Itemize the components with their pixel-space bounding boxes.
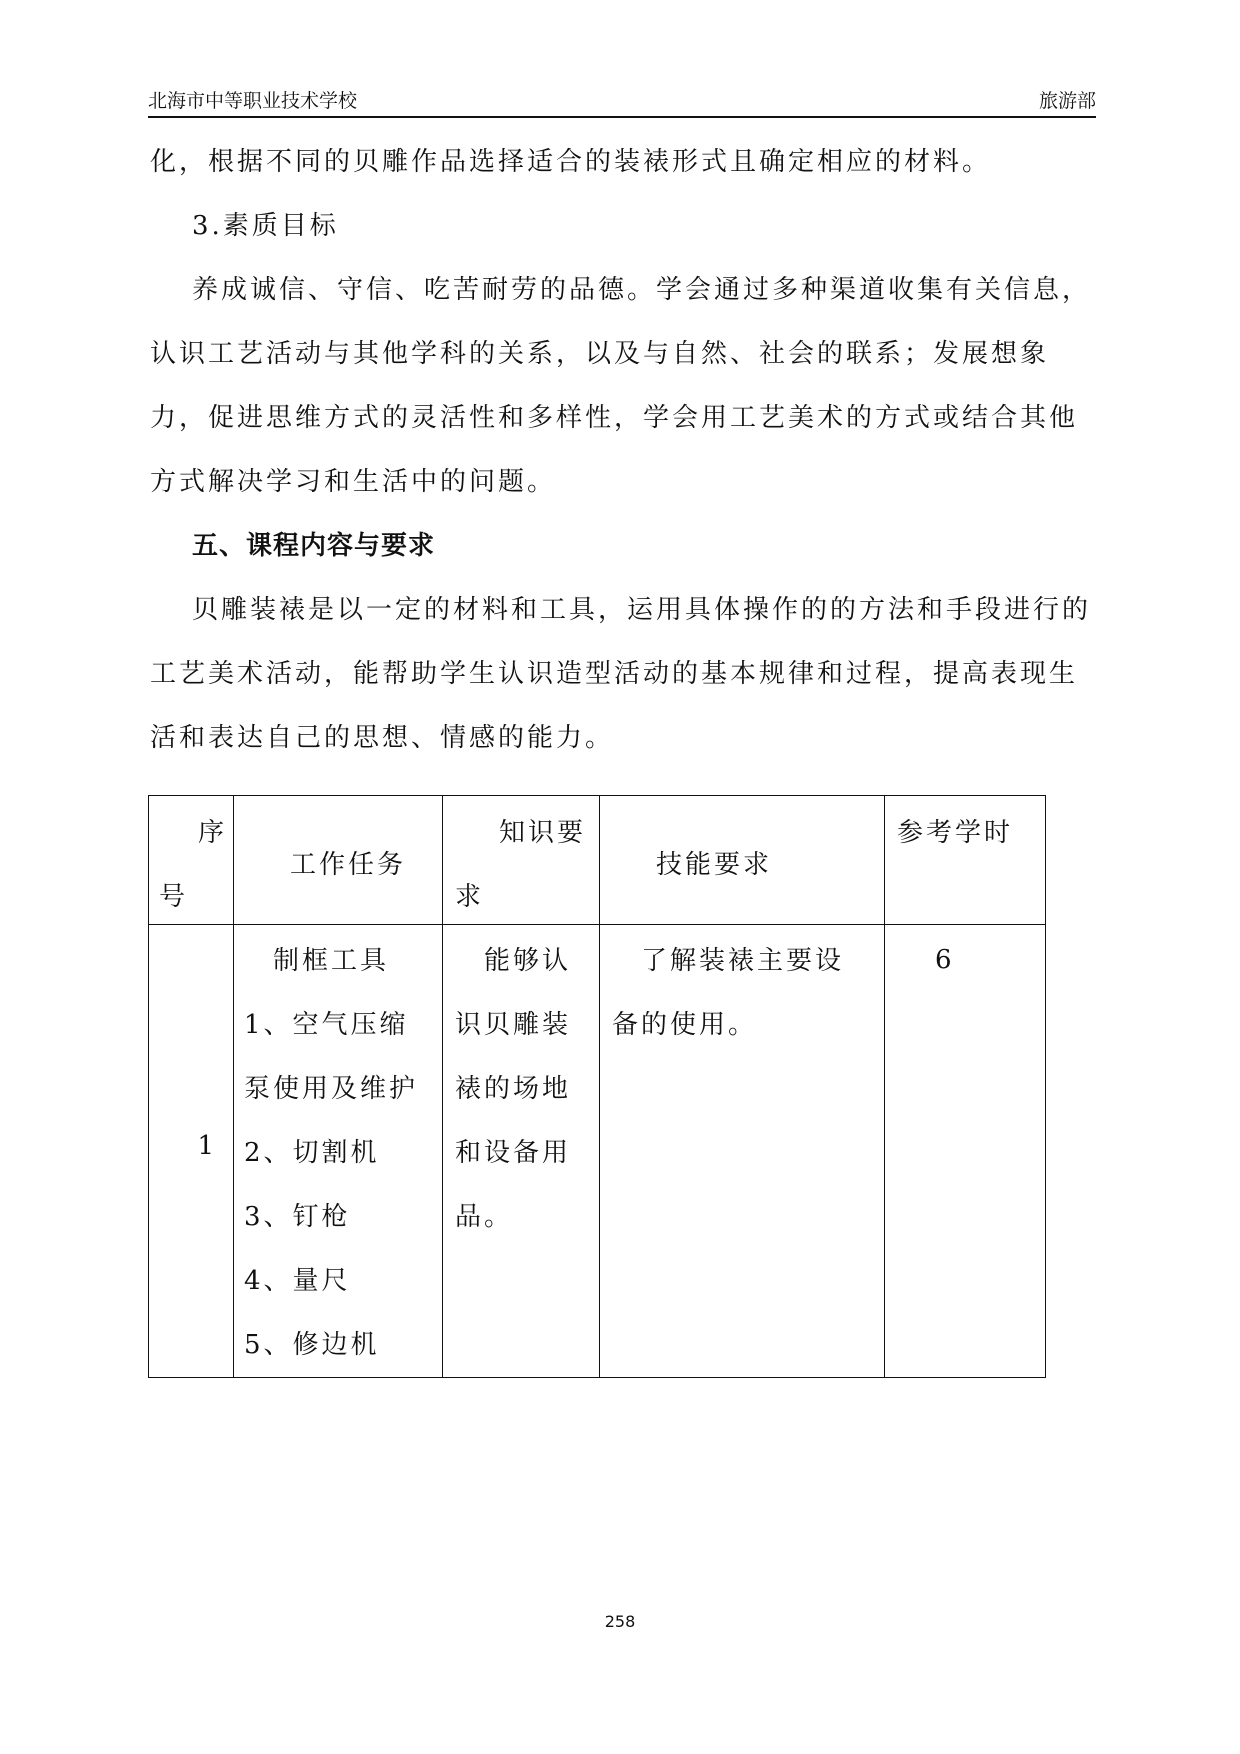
page-number: 258 bbox=[604, 1612, 636, 1631]
header-hours bbox=[885, 796, 1046, 925]
task-line: 4、量尺 bbox=[244, 1266, 351, 1296]
knowledge-line: 识贝雕装 bbox=[455, 1010, 572, 1040]
page-header bbox=[148, 84, 1096, 118]
header-knowledge bbox=[443, 796, 600, 925]
header-knowledge-top: 知识要 bbox=[499, 818, 587, 848]
table-row bbox=[149, 925, 1046, 1378]
section-title: 五、课程内容与要求 bbox=[192, 531, 436, 561]
knowledge-line: 能够认 bbox=[455, 946, 572, 976]
skill-line: 备的使用。 bbox=[612, 1010, 758, 1040]
task-line: 3、钉枪 bbox=[244, 1202, 351, 1232]
header-task-label: 工作任务 bbox=[290, 850, 407, 880]
header-hours-label: 参考学时 bbox=[897, 818, 1014, 848]
header-task bbox=[234, 796, 443, 925]
task-line: 泵使用及维护 bbox=[244, 1074, 419, 1104]
knowledge-line: 裱的场地 bbox=[455, 1074, 572, 1104]
school-name: 北海市中等职业技术学校 bbox=[148, 90, 358, 112]
task-line: 5、修边机 bbox=[244, 1330, 380, 1360]
subheading-quality-goal: 3.素质目标 bbox=[192, 211, 339, 241]
header-seq-bottom: 号 bbox=[159, 882, 189, 912]
course-content-table bbox=[148, 795, 1046, 1378]
header-skill bbox=[600, 796, 885, 925]
paragraph-continuation: 化，根据不同的贝雕作品选择适合的装裱形式且确定相应的材料。 bbox=[150, 147, 992, 177]
department-name: 旅游部 bbox=[1038, 90, 1096, 112]
header-seq-top: 序 bbox=[197, 818, 227, 848]
cell-skill bbox=[600, 925, 885, 1378]
body-text bbox=[150, 130, 1095, 770]
section-intro: 贝雕装裱是以一定的材料和工具，运用具体操作的的方法和手段进行的工艺美术活动，能帮助学生认识造型活动的基本规律和过程，提高表现生活和表达自己的思想、情感的能力。 bbox=[150, 595, 1092, 753]
row-seq-number: 1 bbox=[197, 1131, 217, 1161]
table-header-row bbox=[149, 796, 1046, 925]
row-hours: 6 bbox=[935, 945, 955, 975]
task-line: 制框工具 bbox=[244, 946, 390, 976]
cell-knowledge bbox=[443, 925, 600, 1378]
knowledge-line: 品。 bbox=[455, 1202, 514, 1232]
task-line: 1、空气压缩 bbox=[244, 1010, 409, 1040]
cell-task bbox=[234, 925, 443, 1378]
knowledge-line: 和设备用 bbox=[455, 1138, 572, 1168]
header-skill-label: 技能要求 bbox=[656, 850, 773, 880]
cell-hours bbox=[885, 925, 1046, 1378]
paragraph-quality-goal: 养成诚信、守信、吃苦耐劳的品德。学会通过多种渠道收集有关信息，认识工艺活动与其他学科的关系，以及与自然、社会的联系；发展想象力，促进思维方式的灵活性和多样性，学会用工艺美术的方式或结合其他方式解决学习和生活中的问题。 bbox=[150, 275, 1092, 497]
header-knowledge-bottom: 求 bbox=[455, 882, 485, 912]
header-seq bbox=[149, 796, 234, 925]
task-line: 2、切割机 bbox=[244, 1138, 380, 1168]
cell-seq bbox=[149, 925, 234, 1378]
skill-line: 了解装裱主要设 bbox=[612, 946, 845, 976]
